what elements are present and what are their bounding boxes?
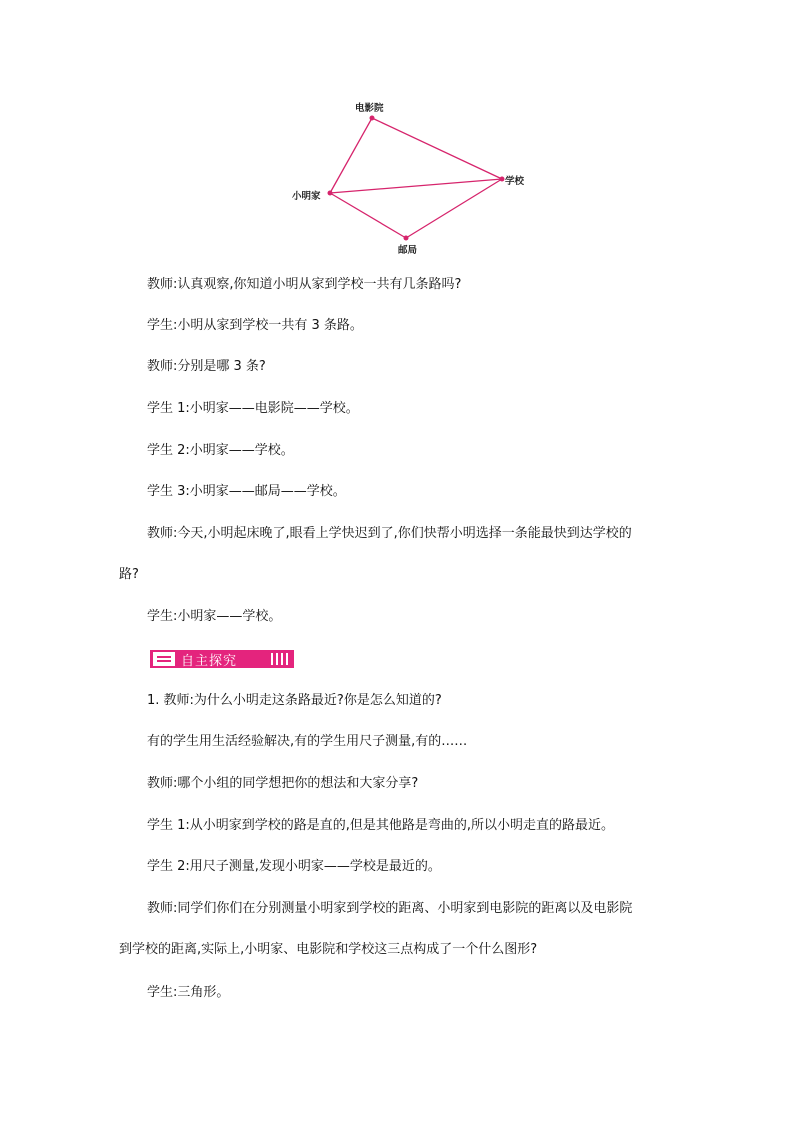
paragraph: 学生:三角形。 xyxy=(147,985,230,1000)
section-number-icon xyxy=(153,652,175,666)
paragraph: 教师:今天,小明起床晚了,眼看上学快迟到了,你们快帮小明选择一条能最快到达学校的 xyxy=(147,526,632,541)
section-title: 自主探究 xyxy=(181,653,238,669)
paragraph: 到学校的距离,实际上,小明家、电影院和学校这三点构成了一个什么图形? xyxy=(119,942,538,957)
path-home-post xyxy=(330,193,406,238)
paragraph: 学生 1:小明家——电影院——学校。 xyxy=(147,401,359,416)
node-school-dot xyxy=(500,177,505,182)
path-home-school xyxy=(330,179,502,193)
paragraph: 学生:小明从家到学校一共有 3 条路。 xyxy=(147,318,363,333)
path-post-school xyxy=(406,179,502,238)
paragraph: 教师:同学们你们在分别测量小明家到学校的距离、小明家到电影院的距离以及电影院 xyxy=(147,901,633,916)
section-header xyxy=(150,650,294,668)
paragraph: 教师:认真观察,你知道小明从家到学校一共有几条路吗? xyxy=(147,277,462,292)
path-home-cinema xyxy=(330,118,372,193)
node-label-post: 邮局 xyxy=(398,245,418,256)
paragraph: 学生 3:小明家——邮局——学校。 xyxy=(147,484,346,499)
path-cinema-school xyxy=(372,118,502,179)
paragraph: 学生 2:小明家——学校。 xyxy=(147,443,294,458)
paragraph: 有的学生用生活经验解决,有的学生用尺子测量,有的…… xyxy=(147,734,468,749)
paragraph: 学生:小明家——学校。 xyxy=(147,609,282,624)
paragraph: 路? xyxy=(119,567,139,582)
paragraph: 学生 2:用尺子测量,发现小明家——学校是最近的。 xyxy=(147,859,441,874)
node-home-dot xyxy=(328,191,333,196)
route-diagram xyxy=(0,0,794,270)
node-post-dot xyxy=(404,236,409,241)
paragraph: 1. 教师:为什么小明走这条路最近?你是怎么知道的? xyxy=(147,693,442,708)
banner-stripes-decoration xyxy=(271,653,288,665)
node-label-home: 小明家 xyxy=(292,191,321,202)
paragraph: 教师:分别是哪 3 条? xyxy=(147,359,266,374)
node-label-cinema: 电影院 xyxy=(355,103,384,114)
node-label-school: 学校 xyxy=(505,176,525,187)
paragraph: 学生 1:从小明家到学校的路是直的,但是其他路是弯曲的,所以小明走直的路最近。 xyxy=(147,818,615,833)
paragraph: 教师:哪个小组的同学想把你的想法和大家分享? xyxy=(147,776,419,791)
node-cinema-dot xyxy=(370,116,375,121)
